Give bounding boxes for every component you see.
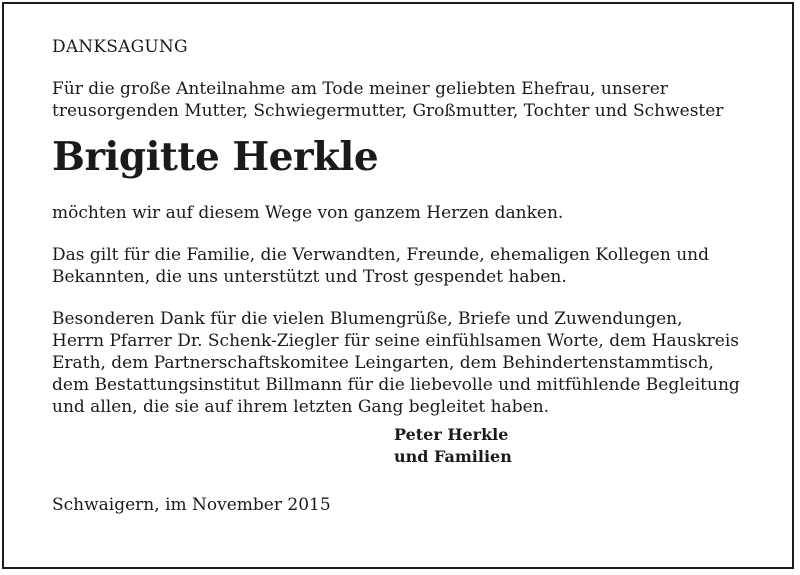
special-thanks-line: und allen, die sie auf ihrem letzten Gang begleitet haben. [52, 397, 550, 417]
family-thanks [52, 244, 772, 288]
special-thanks-line: Erath, dem Partnerschaftskomitee Leingarten, dem Behindertenstammtisch, [52, 353, 714, 373]
signature [394, 424, 772, 468]
place-date: Schwaigern, im November 2015 [52, 495, 331, 515]
intro-text [52, 78, 772, 122]
signature-family: und Familien [394, 447, 512, 466]
special-thanks [52, 308, 772, 418]
deceased-name: Brigitte Herkle [52, 134, 379, 180]
special-thanks-line: Herrn Pfarrer Dr. Schenk-Ziegler für seine einfühlsamen Worte, dem Hauskreis [52, 331, 739, 351]
obituary-notice [52, 36, 772, 516]
thanks-line: möchten wir auf diesem Wege von ganzem Herzen danken. [52, 203, 564, 223]
special-thanks-line: dem Bestattungsinstitut Billmann für die liebevolle und mitfühlende Begleitung [52, 375, 740, 395]
family-thanks-line: Das gilt für die Familie, die Verwandten, Freunde, ehemaligen Kollegen und [52, 245, 709, 265]
family-thanks-line: Bekannten, die uns unterstützt und Trost gespendet haben. [52, 267, 567, 287]
special-thanks-line: Besonderen Dank für die vielen Blumengrüße, Briefe und Zuwendungen, [52, 309, 683, 329]
notice-heading: DANKSAGUNG [52, 37, 188, 57]
intro-line: Für die große Anteilnahme am Tode meiner geliebten Ehefrau, unserer [52, 79, 668, 99]
signature-name: Peter Herkle [394, 425, 509, 444]
intro-line: treusorgenden Mutter, Schwiegermutter, Großmutter, Tochter und Schwester [52, 101, 724, 121]
